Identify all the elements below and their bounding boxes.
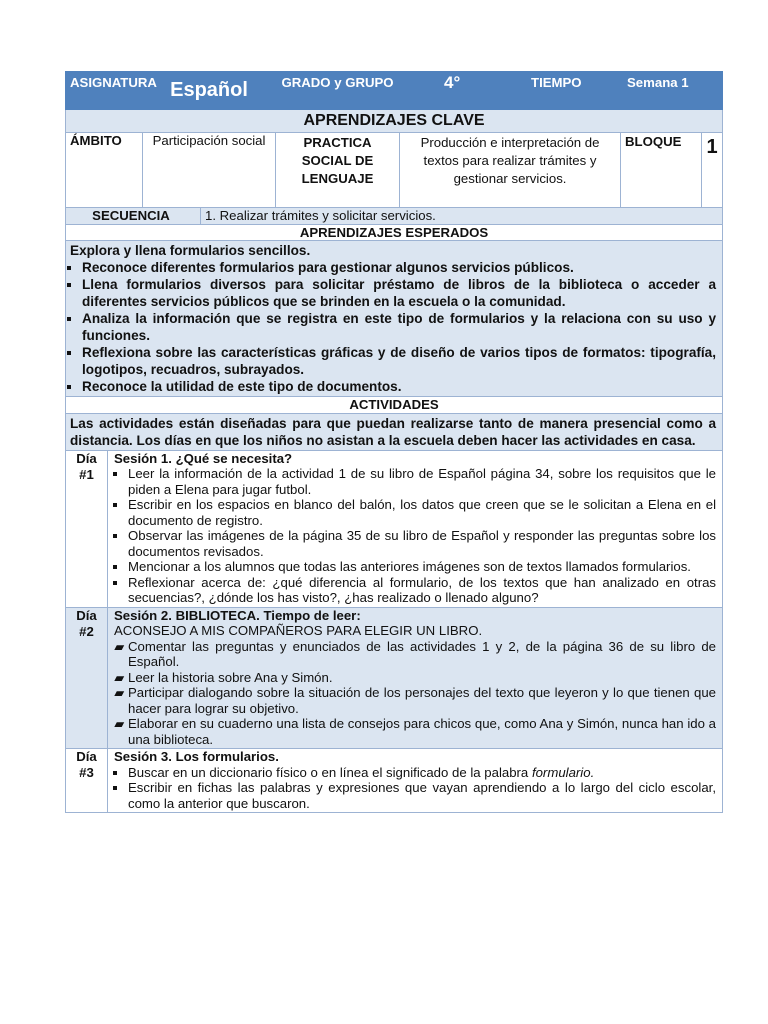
practica-value: Producción e interpretación de textos para realizar trámites y gestionar servicios. xyxy=(400,133,621,208)
ambito-row xyxy=(66,133,723,208)
ambito-value: Participación social xyxy=(143,133,276,208)
dia-number: #3 xyxy=(79,765,94,780)
lesson-plan-document xyxy=(65,71,722,813)
dia-3-label xyxy=(66,749,108,813)
activity-item: ▪ Escribir en los espacios en blanco del balón, los datos que creen que se le solicitan a Elena en el documento de registro. xyxy=(128,497,716,528)
aprendizaje-item: ▪ Reconoce diferentes formularios para gestionar algunos servicios públicos. xyxy=(82,259,716,276)
aprendizajes-esperados-body xyxy=(66,241,723,397)
dia-label: Día xyxy=(76,749,97,764)
header-row xyxy=(66,72,723,110)
tiempo-label: TIEMPO xyxy=(531,72,621,110)
dia-number: #2 xyxy=(79,623,94,639)
bloque-value: 1 xyxy=(706,136,718,158)
aprendizaje-item: ▪ Analiza la información que se registra en este tipo de formularios y la relaciona con su uso y funciones. xyxy=(82,310,716,344)
ambito-label: ÁMBITO xyxy=(66,133,143,208)
session-title: Sesión 1. ¿Qué se necesita? xyxy=(114,450,293,466)
aprendizaje-item: ▪ Llena formularios diversos para solicitar préstamo de libros de la biblioteca o acceder a diferentes servicios públicos que se brinden en la escuela o la comunidad. xyxy=(82,276,716,310)
dia-3-content xyxy=(108,749,723,813)
dia-label: Día xyxy=(76,607,97,623)
secuencia-label: SECUENCIA xyxy=(66,208,201,225)
aprendizaje-item: ▪ Reflexiona sobre las características gráficas y de diseño de varios tipos de formatos: tipografía, logotipos, recuadros, subrayados. xyxy=(82,344,716,378)
session-title: Sesión 2. BIBLIOTECA. Tiempo de leer: xyxy=(114,607,361,623)
asignatura-label: ASIGNATURA xyxy=(66,72,143,110)
bloque-label: BLOQUE xyxy=(621,133,702,207)
grado-value: 4° xyxy=(400,72,531,110)
dia-1-label xyxy=(66,450,108,607)
actividades-title: ACTIVIDADES xyxy=(66,397,723,414)
actividades-intro: Las actividades están diseñadas para que puedan realizarse tanto de manera presencial como a distancia. Los días en que los niños no asistan a la escuela deben hacer las actividades en casa. xyxy=(66,413,723,450)
dia-2-content xyxy=(108,607,723,749)
dia-number: #1 xyxy=(79,466,94,482)
dia-3-row xyxy=(66,749,723,813)
dia-1-content xyxy=(108,450,723,607)
activity-item: ▰ Elaborar en su cuaderno una lista de consejos para chicos que, como Ana y Simón, nunca han ido a una biblioteca. xyxy=(128,716,716,747)
grado-label: GRADO y GRUPO xyxy=(276,72,400,110)
activity-item: ▪ Reflexionar acerca de: ¿qué diferencia al formulario, de los textos que han analizado en otras secuencias?, ¿dónde los has visto?, ¿has realizado o llenado alguno? xyxy=(128,575,716,606)
dia-label: Día xyxy=(76,450,97,466)
activity-item: ▪ Mencionar a los alumnos que todas las anteriores imágenes son de textos llamados formularios. xyxy=(128,559,716,575)
session-subtitle: ACONSEJO A MIS COMPAÑEROS PARA ELEGIR UN LIBRO. xyxy=(114,623,483,638)
dia-1-row xyxy=(66,450,723,607)
aprendizajes-clave-title: APRENDIZAJES CLAVE xyxy=(66,110,723,133)
dia-2-row xyxy=(66,607,723,749)
aprendizaje-item: ▪ Reconoce la utilidad de este tipo de documentos. xyxy=(82,378,716,395)
activity-item: ▰ Leer la historia sobre Ana y Simón. xyxy=(128,670,716,686)
session-title: Sesión 3. Los formularios. xyxy=(114,749,279,764)
tiempo-value: Semana 1 xyxy=(621,72,723,110)
bloque-cell xyxy=(621,133,723,208)
aprendizajes-esperados-intro: Explora y llena formularios sencillos. xyxy=(70,243,311,258)
secuencia-value: 1. Realizar trámites y solicitar servicios. xyxy=(201,208,723,225)
dia-2-label xyxy=(66,607,108,749)
secuencia-row xyxy=(66,208,723,225)
activity-item: ▪ Escribir en fichas las palabras y expresiones que vayan aprendiendo a lo largo del ciclo escolar, como la anterior que buscaron. xyxy=(128,780,716,811)
aprendizajes-esperados-title: APRENDIZAJES ESPERADOS xyxy=(66,224,723,241)
activity-item: ▪ Leer la información de la actividad 1 de su libro de Español página 34, sobre los requisitos que le piden a Elena para jugar futbol. xyxy=(128,466,716,497)
lesson-plan-table xyxy=(65,71,723,813)
asignatura-value: Español xyxy=(143,72,276,110)
activity-item: ▪ Observar las imágenes de la página 35 de su libro de Español y responder las preguntas sobre los documentos revisados. xyxy=(128,528,716,559)
activity-item: ▰ Comentar las preguntas y enunciados de las actividades 1 y 2, de la página 36 de su libro de Español. xyxy=(128,639,716,670)
activity-item: ▪ Buscar en un diccionario físico o en línea el significado de la palabra formulario. xyxy=(128,765,716,781)
practica-label: PRACTICA SOCIAL DE LENGUAJE xyxy=(276,133,400,208)
activity-item: ▰ Participar dialogando sobre la situación de los personajes del texto que leyeron y lo que tienen que hacer para lograr su objetivo. xyxy=(128,685,716,716)
